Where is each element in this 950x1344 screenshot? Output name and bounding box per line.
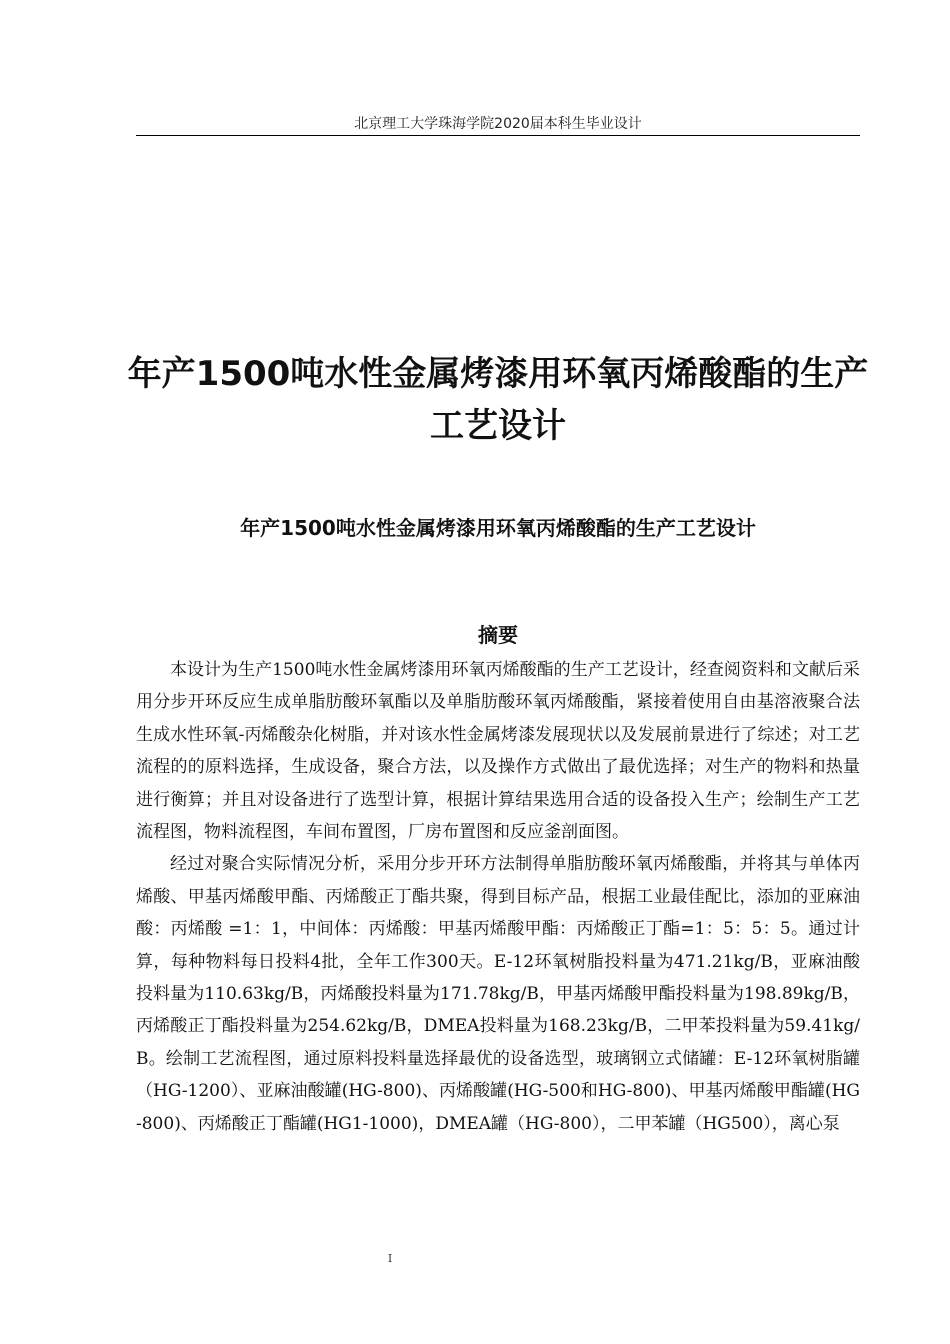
thesis-subtitle: 年产1500吨水性金属烤漆用环氧丙烯酸酯的生产工艺设计 (240, 516, 756, 540)
page-number: I (387, 1252, 393, 1265)
abstract-body (136, 654, 860, 1140)
abstract-paragraph: 本设计为生产1500吨水性金属烤漆用环氧丙烯酸酯的生产工艺设计，经查阅资料和文献后采用分步开环反应生成单脂肪酸环氧酯以及单脂肪酸环氧丙烯酸酯，紧接着使用自由基溶液聚合法生成水性环氧-丙烯酸杂化树脂，并对该水性金属烤漆发展现状以及发展前景进行了综述；对工艺流程的的原料选择，生成设备，聚合方法，以及操作方式做出了最优选择；对生产的物料和热量进行衡算；并且对设备进行了选型计算，根据计算结果选用合适的设备投入生产；绘制生产工艺流程图，物料流程图，车间布置图，厂房布置图和反应釜剖面图。 (136, 660, 860, 843)
thesis-title: 年产1500吨水性金属烤漆用环氧丙烯酸酯的生产工艺设计 (127, 354, 869, 446)
abstract-heading: 摘要 (478, 623, 518, 647)
header-rule (136, 135, 860, 136)
abstract-paragraph: 经过对聚合实际情况分析，采用分步开环方法制得单脂肪酸环氧丙烯酸酯，并将其与单体丙烯酸、甲基丙烯酸甲酯、丙烯酸正丁酯共聚，得到目标产品，根据工业最佳配比，添加的亚麻油酸：丙烯酸 =1：1，中间体：丙烯酸：甲基丙烯酸甲酯：丙烯酸正丁酯=1：5：5：5。通过计算，每种物料每日投料4批，全年工作300天。E-12环氧树脂投料量为471.21kg/B，亚麻油酸投料量为110.63kg/B，丙烯酸投料量为171.78kg/B，甲基丙烯酸甲酯投料量为198.89kg/B，丙烯酸正丁酯投料量为254.62kg/B，DMEA投料量为168.23kg/B，二甲苯投料量为59.41kg/B。绘制工艺流程图，通过原料投料量选择最优的设备选型，玻璃钢立式储罐：E-12环氧树脂罐（HG-1200）、亚麻油酸罐(HG-800)、丙烯酸罐(HG-500和HG-800)、甲基丙烯酸甲酯罐(HG-800)、丙烯酸正丁酯罐(HG1-1000)，DMEA罐（HG-800），二甲苯罐（HG500），离心泵 (136, 854, 860, 1134)
running-header: 北京理工大学珠海学院2020届本科生毕业设计 (354, 116, 642, 132)
